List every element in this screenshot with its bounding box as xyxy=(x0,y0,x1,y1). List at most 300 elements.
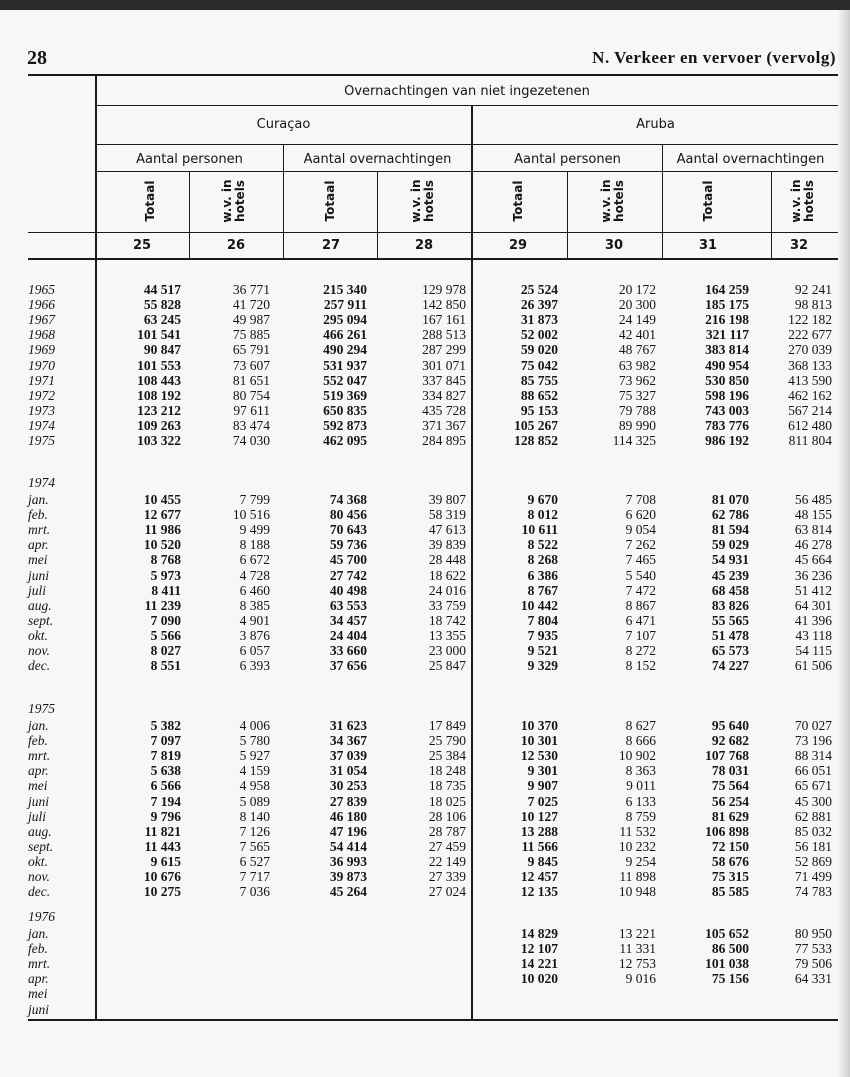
table-cell: 54 931 xyxy=(711,552,749,568)
table-cell: 7 472 xyxy=(625,582,656,598)
table-cell: 8 268 xyxy=(527,552,558,568)
table-cell: 79 506 xyxy=(794,956,832,972)
group-aruba-overnachtingen: Aantal overnachtingen xyxy=(676,152,825,167)
table-cell: 31 054 xyxy=(329,763,367,779)
table-cell: 27 459 xyxy=(428,838,466,854)
table-cell: 10 232 xyxy=(618,838,656,854)
table-cell: 45 264 xyxy=(329,884,367,900)
table-cell: 11 986 xyxy=(144,522,181,538)
table-cell: 58 319 xyxy=(428,507,466,523)
column-number: 29 xyxy=(508,238,528,253)
table-cell: 9 845 xyxy=(527,853,558,869)
table-cell: 11 443 xyxy=(144,838,181,854)
table-cell: 7 107 xyxy=(625,627,656,643)
column-number: 32 xyxy=(789,238,809,253)
table-cell: 25 790 xyxy=(428,733,466,749)
column-number: 27 xyxy=(321,238,341,253)
table-cell: 48 767 xyxy=(618,342,656,358)
table-cell: 4 006 xyxy=(239,718,270,733)
table-cell: 10 676 xyxy=(143,869,181,884)
row-label: mrt. xyxy=(28,956,51,972)
table-cell: 25 524 xyxy=(520,282,558,297)
table-cell: 34 457 xyxy=(329,612,367,628)
table-cell: 7 194 xyxy=(150,793,181,809)
table-cell: 31 623 xyxy=(329,718,367,733)
table-cell: 89 990 xyxy=(618,417,656,433)
table-cell: 284 895 xyxy=(422,433,466,448)
row-label: juni xyxy=(28,1001,50,1017)
table-cell: 46 278 xyxy=(794,537,832,553)
table-cell: 63 245 xyxy=(143,312,181,328)
table-cell: 811 804 xyxy=(788,433,832,448)
table-cell: 85 585 xyxy=(711,884,749,900)
table-cell: 9 615 xyxy=(150,853,181,869)
table-cell: 24 404 xyxy=(329,627,367,643)
table-cell: 8 759 xyxy=(625,808,656,824)
table-cell: 9 054 xyxy=(625,522,656,538)
row-label: 1971 xyxy=(28,372,55,388)
row-label: 1970 xyxy=(28,357,55,373)
table-cell: 63 814 xyxy=(794,522,832,538)
table-cell: 23 000 xyxy=(428,643,466,658)
table-cell: 88 652 xyxy=(520,387,558,403)
column-number: 31 xyxy=(698,238,718,253)
vrule-c3 xyxy=(377,171,378,260)
table-cell: 11 331 xyxy=(619,941,656,957)
table-cell: 73 607 xyxy=(232,357,270,373)
table-cell: 567 214 xyxy=(788,402,832,418)
table-cell: 74 227 xyxy=(711,658,749,674)
table-cell: 18 025 xyxy=(428,793,466,809)
row-label: mei xyxy=(28,778,48,794)
table-cell: 95 640 xyxy=(711,718,749,733)
table-cell: 288 513 xyxy=(422,327,466,343)
table-cell: 8 188 xyxy=(239,537,270,553)
table-cell: 103 322 xyxy=(137,433,181,448)
table-cell: 28 787 xyxy=(428,823,466,839)
table-cell: 26 397 xyxy=(520,297,558,313)
table-cell: 109 263 xyxy=(137,417,181,433)
table-cell: 8 767 xyxy=(527,582,558,598)
table-cell: 25 847 xyxy=(428,658,466,674)
row-label: 1968 xyxy=(28,327,55,343)
table-cell: 9 011 xyxy=(626,778,656,794)
table-cell: 7 126 xyxy=(239,823,270,839)
table-cell: 301 071 xyxy=(422,357,466,373)
table-cell: 10 301 xyxy=(520,733,558,749)
table-cell: 9 254 xyxy=(625,853,656,869)
table-cell: 8 272 xyxy=(625,643,656,658)
table-cell: 11 239 xyxy=(144,597,181,613)
table-cell: 54 115 xyxy=(795,643,832,658)
table-cell: 48 155 xyxy=(794,507,832,523)
row-label: sept. xyxy=(28,612,54,628)
table-cell: 105 652 xyxy=(705,926,749,941)
table-cell: 80 754 xyxy=(232,387,270,403)
scan-top-edge xyxy=(0,0,850,10)
table-cell: 97 611 xyxy=(233,402,270,418)
table-cell: 92 241 xyxy=(794,282,832,297)
row-label: 1973 xyxy=(28,402,55,418)
table-cell: 287 299 xyxy=(422,342,466,358)
table-cell: 36 771 xyxy=(232,282,270,297)
table-cell: 33 660 xyxy=(329,643,367,658)
table-cell: 10 020 xyxy=(520,971,558,987)
table-cell: 85 032 xyxy=(794,823,832,839)
table-cell: 39 839 xyxy=(428,537,466,553)
vrule-island-split xyxy=(471,105,473,1020)
row-label: dec. xyxy=(28,884,51,900)
table-cell: 56 485 xyxy=(794,492,832,507)
table-cell: 101 553 xyxy=(137,357,181,373)
table-cell: 22 149 xyxy=(428,853,466,869)
table-cell: 78 031 xyxy=(711,763,749,779)
table-cell: 10 948 xyxy=(618,884,656,900)
table-cell: 11 898 xyxy=(619,869,656,884)
table-cell: 122 182 xyxy=(788,312,832,328)
table-cell: 14 829 xyxy=(520,926,558,941)
table-cell: 216 198 xyxy=(705,312,749,328)
table-cell: 41 720 xyxy=(232,297,270,313)
row-label: mrt. xyxy=(28,748,51,764)
table-cell: 75 315 xyxy=(711,869,749,884)
table-cell: 59 736 xyxy=(329,537,367,553)
row-label: 1966 xyxy=(28,297,55,313)
table-cell: 8 385 xyxy=(239,597,270,613)
column-label-31: Totaal xyxy=(700,180,715,222)
table-cell: 9 301 xyxy=(527,763,558,779)
table-cell: 10 442 xyxy=(520,597,558,613)
table-cell: 10 902 xyxy=(618,748,656,764)
table-cell: 13 288 xyxy=(520,823,558,839)
table-cell: 92 682 xyxy=(711,733,749,749)
table-cell: 27 742 xyxy=(329,567,367,583)
table-cell: 74 030 xyxy=(232,433,270,448)
rule-bottom xyxy=(28,1019,838,1021)
column-label-27: Totaal xyxy=(322,180,337,222)
table-cell: 37 656 xyxy=(329,658,367,674)
table-cell: 95 153 xyxy=(520,402,558,418)
table-cell: 383 814 xyxy=(705,342,749,358)
table-cell: 12 135 xyxy=(520,884,558,900)
vrule-stub xyxy=(95,74,97,1020)
table-cell: 6 620 xyxy=(625,507,656,523)
table-cell: 56 254 xyxy=(711,793,749,809)
table-cell: 64 331 xyxy=(794,971,832,987)
table-cell: 44 517 xyxy=(143,282,181,297)
table-cell: 37 039 xyxy=(329,748,367,764)
table-cell: 5 638 xyxy=(150,763,181,779)
scan-right-edge xyxy=(838,10,850,1077)
running-head: N. Verkeer en vervoer (vervolg) xyxy=(592,48,836,67)
table-cell: 52 002 xyxy=(520,327,558,343)
rule-under-islands xyxy=(96,144,838,145)
table-cell: 83 826 xyxy=(711,597,749,613)
table-cell: 70 027 xyxy=(794,718,832,733)
column-number: 26 xyxy=(226,238,246,253)
table-cell: 71 499 xyxy=(794,869,832,884)
table-cell: 5 382 xyxy=(150,718,181,733)
table-cell: 10 611 xyxy=(521,522,558,538)
table-cell: 8 867 xyxy=(625,597,656,613)
row-label: apr. xyxy=(28,763,49,779)
table-cell: 18 742 xyxy=(428,612,466,628)
table-cell: 40 498 xyxy=(329,582,367,598)
table-cell: 12 677 xyxy=(143,507,181,523)
column-label-32: w.v. in hotels xyxy=(789,179,816,223)
table-cell: 5 540 xyxy=(625,567,656,583)
table-cell: 36 236 xyxy=(794,567,832,583)
table-cell: 8 027 xyxy=(150,643,181,658)
table-cell: 8 363 xyxy=(625,763,656,779)
table-cell: 86 500 xyxy=(711,941,749,957)
table-cell: 462 162 xyxy=(788,387,832,403)
table-cell: 51 412 xyxy=(794,582,832,598)
table-cell: 8 627 xyxy=(625,718,656,733)
table-cell: 9 907 xyxy=(527,778,558,794)
table-cell: 7 465 xyxy=(625,552,656,568)
group-curacao-overnachtingen: Aantal overnachtingen xyxy=(303,152,452,167)
table-cell: 39 807 xyxy=(428,492,466,507)
column-label-25: Totaal xyxy=(142,180,157,222)
row-label: aug. xyxy=(28,597,52,613)
table-cell: 164 259 xyxy=(705,282,749,297)
table-cell: 34 367 xyxy=(329,733,367,749)
table-cell: 5 927 xyxy=(239,748,270,764)
section-year-label: 1975 xyxy=(28,701,55,716)
row-label: mrt. xyxy=(28,522,51,538)
table-cell: 8 411 xyxy=(151,582,181,598)
table-cell: 7 717 xyxy=(239,869,270,884)
table-cell: 25 384 xyxy=(428,748,466,764)
table-cell: 5 973 xyxy=(150,567,181,583)
table-cell: 45 300 xyxy=(794,793,832,809)
table-cell: 5 566 xyxy=(150,627,181,643)
table-cell: 783 776 xyxy=(705,417,749,433)
table-cell: 6 672 xyxy=(239,552,270,568)
table-cell: 63 553 xyxy=(329,597,367,613)
row-label: juni xyxy=(28,567,50,583)
row-label: feb. xyxy=(28,733,48,749)
table-cell: 10 275 xyxy=(143,884,181,900)
table-cell: 47 196 xyxy=(329,823,367,839)
table-cell: 108 443 xyxy=(137,372,181,388)
table-cell: 88 314 xyxy=(794,748,832,764)
table-cell: 592 873 xyxy=(323,417,367,433)
table-cell: 12 530 xyxy=(520,748,558,764)
row-label: juli xyxy=(28,808,47,824)
table-cell: 55 828 xyxy=(143,297,181,313)
table-cell: 490 294 xyxy=(323,342,367,358)
table-cell: 222 677 xyxy=(788,327,832,343)
table-cell: 337 845 xyxy=(422,372,466,388)
table-cell: 47 613 xyxy=(428,522,466,538)
row-label: okt. xyxy=(28,627,48,643)
table-cell: 105 267 xyxy=(514,417,558,433)
table-cell: 7 819 xyxy=(150,748,181,764)
table-cell: 72 150 xyxy=(711,838,749,854)
table-cell: 215 340 xyxy=(323,282,367,297)
row-label: feb. xyxy=(28,941,48,957)
table-cell: 413 590 xyxy=(788,372,832,388)
row-label: aug. xyxy=(28,823,52,839)
table-cell: 36 993 xyxy=(329,853,367,869)
table-cell: 7 262 xyxy=(625,537,656,553)
table-cell: 10 127 xyxy=(520,808,558,824)
table-cell: 270 039 xyxy=(788,342,832,358)
table-cell: 9 796 xyxy=(150,808,181,824)
table-cell: 74 368 xyxy=(329,492,367,507)
table-cell: 128 852 xyxy=(514,433,558,448)
table-cell: 7 804 xyxy=(527,612,558,628)
table-cell: 11 566 xyxy=(521,838,558,854)
table-cell: 530 850 xyxy=(705,372,749,388)
row-label: mei xyxy=(28,552,48,568)
table-cell: 7 090 xyxy=(150,612,181,628)
rule-under-title xyxy=(96,105,838,106)
section-year-label: 1976 xyxy=(28,909,55,924)
column-label-26: w.v. in hotels xyxy=(220,179,247,223)
table-cell: 10 516 xyxy=(232,507,270,523)
row-label: 1975 xyxy=(28,433,55,448)
table-cell: 5 089 xyxy=(239,793,270,809)
table-cell: 58 676 xyxy=(711,853,749,869)
table-cell: 10 520 xyxy=(143,537,181,553)
table-cell: 531 937 xyxy=(323,357,367,373)
table-cell: 80 456 xyxy=(329,507,367,523)
row-label: sept. xyxy=(28,838,54,854)
table-cell: 20 172 xyxy=(618,282,656,297)
table-cell: 12 457 xyxy=(520,869,558,884)
table-cell: 31 873 xyxy=(520,312,558,328)
table-cell: 56 181 xyxy=(794,838,832,854)
rule-below-colnums xyxy=(28,258,838,260)
row-label: feb. xyxy=(28,507,48,523)
table-cell: 65 671 xyxy=(794,778,832,794)
table-cell: 18 735 xyxy=(428,778,466,794)
table-cell: 49 987 xyxy=(232,312,270,328)
table-cell: 13 221 xyxy=(618,926,656,941)
table-cell: 7 036 xyxy=(239,884,270,900)
table-cell: 108 192 xyxy=(137,387,181,403)
table-cell: 6 471 xyxy=(625,612,656,628)
table-cell: 46 180 xyxy=(329,808,367,824)
row-label: jan. xyxy=(28,926,49,941)
row-label: 1972 xyxy=(28,387,55,403)
row-label: juli xyxy=(28,582,47,598)
table-cell: 74 783 xyxy=(794,884,832,900)
column-label-29: Totaal xyxy=(510,180,525,222)
table-cell: 66 051 xyxy=(794,763,832,779)
table-cell: 612 480 xyxy=(788,417,832,433)
table-cell: 129 978 xyxy=(422,282,466,297)
table-cell: 81 070 xyxy=(711,492,749,507)
table-cell: 4 958 xyxy=(239,778,270,794)
rule-top xyxy=(28,74,838,76)
table-cell: 62 881 xyxy=(794,808,832,824)
row-label: juni xyxy=(28,793,50,809)
table-cell: 4 159 xyxy=(239,763,270,779)
row-label: 1974 xyxy=(28,417,55,433)
table-cell: 4 901 xyxy=(239,612,270,628)
table-cell: 45 664 xyxy=(794,552,832,568)
table-cell: 20 300 xyxy=(618,297,656,313)
table-cell: 55 565 xyxy=(711,612,749,628)
table-cell: 5 780 xyxy=(239,733,270,749)
table-cell: 98 813 xyxy=(794,297,832,313)
table-cell: 7 565 xyxy=(239,838,270,854)
table-cell: 63 982 xyxy=(618,357,656,373)
table-cell: 61 506 xyxy=(794,658,832,674)
table-cell: 18 248 xyxy=(428,763,466,779)
table-cell: 79 788 xyxy=(618,402,656,418)
table-cell: 6 527 xyxy=(239,853,270,869)
column-label-28: w.v. in hotels xyxy=(409,179,436,223)
table-cell: 8 551 xyxy=(150,658,181,674)
table-cell: 45 239 xyxy=(711,567,749,583)
table-cell: 986 192 xyxy=(705,433,749,448)
table-cell: 13 355 xyxy=(428,627,466,643)
table-cell: 28 106 xyxy=(428,808,466,824)
table-cell: 8 522 xyxy=(527,537,558,553)
table-cell: 85 755 xyxy=(520,372,558,388)
table-cell: 7 097 xyxy=(150,733,181,749)
table-cell: 75 156 xyxy=(711,971,749,987)
table-cell: 75 564 xyxy=(711,778,749,794)
table-cell: 7 935 xyxy=(527,627,558,643)
vrule-c5 xyxy=(567,171,568,260)
table-cell: 65 791 xyxy=(232,342,270,358)
table-cell: 73 962 xyxy=(618,372,656,388)
table-cell: 77 533 xyxy=(794,941,832,957)
table-cell: 650 835 xyxy=(323,402,367,418)
table-cell: 743 003 xyxy=(705,402,749,418)
table-cell: 490 954 xyxy=(705,357,749,373)
table-cell: 70 643 xyxy=(329,522,367,538)
table-cell: 81 629 xyxy=(711,808,749,824)
table-cell: 6 133 xyxy=(625,793,656,809)
group-aruba-personen: Aantal personen xyxy=(514,152,621,167)
vrule-c1 xyxy=(189,171,190,260)
table-cell: 59 020 xyxy=(520,342,558,358)
table-cell: 64 301 xyxy=(794,597,832,613)
table-cell: 101 541 xyxy=(137,327,181,343)
table-cell: 80 950 xyxy=(794,926,832,941)
table-cell: 17 849 xyxy=(428,718,466,733)
row-label: jan. xyxy=(28,718,49,733)
row-label: nov. xyxy=(28,869,50,884)
row-label: 1967 xyxy=(28,312,55,328)
row-label: dec. xyxy=(28,658,51,674)
table-cell: 519 369 xyxy=(323,387,367,403)
table-cell: 59 029 xyxy=(711,537,749,553)
table-cell: 7 025 xyxy=(527,793,558,809)
table-cell: 371 367 xyxy=(422,417,466,433)
table-cell: 24 149 xyxy=(618,312,656,328)
table-title: Overnachtingen van niet ingezetenen xyxy=(344,84,590,99)
table-cell: 552 047 xyxy=(323,372,367,388)
column-number: 28 xyxy=(414,238,434,253)
table-cell: 4 728 xyxy=(239,567,270,583)
table-cell: 30 253 xyxy=(329,778,367,794)
table-cell: 101 038 xyxy=(705,956,749,972)
table-cell: 10 370 xyxy=(520,718,558,733)
table-cell: 81 594 xyxy=(711,522,749,538)
page-number: 28 xyxy=(27,47,47,69)
table-cell: 334 827 xyxy=(422,387,466,403)
table-cell: 466 261 xyxy=(323,327,367,343)
table-cell: 10 455 xyxy=(143,492,181,507)
